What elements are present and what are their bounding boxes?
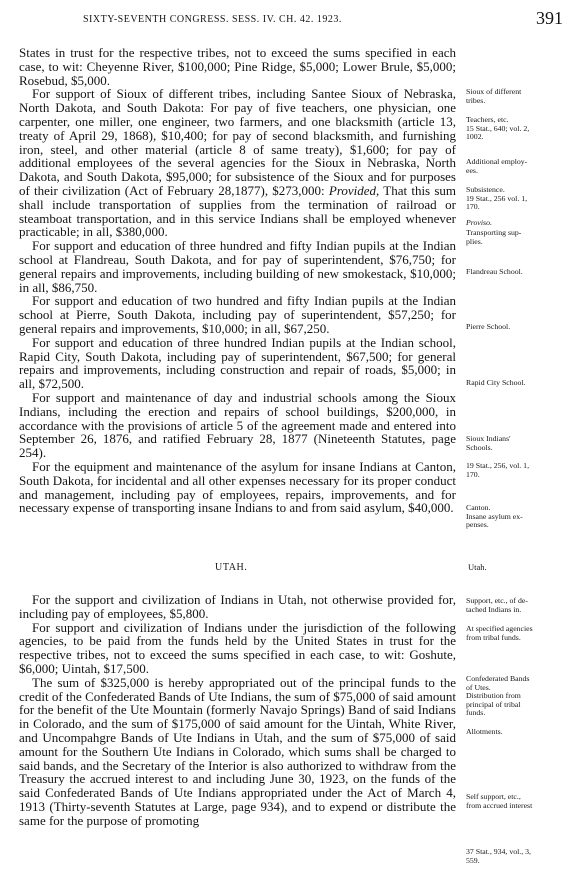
main-text-bottom bbox=[19, 593, 456, 828]
margin-note: Support, etc., of de- tached Indians in. bbox=[466, 596, 528, 614]
margin-note: Confederated Bands of Utes. Distribution from principal of tribal funds. bbox=[466, 674, 530, 718]
paragraph-pine-ridge: States in trust for the respective tribes, not to exceed the sums specified in each case, to wit: Cheyenne River, $100,000; Pine Ridge, $5,000; Lower Brule, $5,000; Rosebud, $5,000. bbox=[19, 45, 456, 88]
section-heading-utah bbox=[0, 562, 570, 576]
paragraph-utah-agencies: For support and civilization of Indians under the jurisdiction of the following agencies, to be paid from the funds held by the United States in trust for the respective tribes, not to exceed the sums specified in each case, to wit: Goshute, $6,000; Uintah, $17,500. bbox=[19, 619, 456, 676]
paragraph-pierre: For support and education of two hundred and fifty Indian pupils at the Indian school at Pierre, South Dakota, including pay of superintendent, $57,250; for general repairs and improvements, $10,000; in all, $67,250. bbox=[19, 293, 456, 336]
margin-note: Rapid City School. bbox=[466, 378, 526, 387]
margin-note: Sioux of different tribes. bbox=[466, 87, 522, 105]
paragraph-sioux-text: For support of Sioux of different tribes, including Santee Sioux of Nebraska, North Dakota, and South Dakota: For pay of five teachers, one physician, one carpenter, one miller, one engineer, two farmers, and one blacksmith (article 13, treaty of April 29, 1868), $10,400; for pay of second blacksmith, and furnishing iron, steel, and other material (article 8 of same treaty), $1,600; for pay of additional employees of the several agencies for the Sioux in Nebraska, North Dakota, and South Dakota, $95,000; for subsistence of the Sioux and for purposes of their civilization (Act of February 28,1877), $273,000: bbox=[19, 86, 456, 198]
margin-note: Proviso. bbox=[466, 218, 492, 227]
page-number: 391 bbox=[536, 8, 563, 28]
running-head: SIXTY-SEVENTH CONGRESS. SESS. IV. CH. 42. 1923. bbox=[83, 14, 342, 25]
paragraph-ute-bands: The sum of $325,000 is hereby appropriated out of the principal funds to the credit of the Confederated Bands of Ute Indians, the sum of $75,000 of said amount for the benefit of the Ute Mountain (formerly Navajo Springs) Band of said Indians in Colorado, and the sum of $175,000 of said amount for the Uintah, White River, and Uncompahgre Bands of Ute Indians in Utah, and the sum of $75,000 of said amount for the Southern Ute Indians in Colorado, which sums shall be charged to said bands, and the Secretary of the Interior is also authorized to withdraw from the Treasury the accrued interest to and including June 30, 1923, on the funds of the said Confederated Bands of Ute Indians appropriated under the Act of March 4, 1913 (Thirty-seventh Statutes at Large, page 934), and to expend or distribute the same for the purpose of promoting bbox=[19, 674, 456, 828]
margin-note: Canton. Insane asylum ex- penses. bbox=[466, 503, 523, 530]
paragraph-rapid-city: For support and education of three hundred Indian pupils at the Indian school, Rapid City, South Dakota, including pay of superintendent, $67,500; for general repairs and improvements, including construction and repair of roads, $5,000; in all, $72,500. bbox=[19, 334, 456, 392]
margin-note: Subsistence. 19 Stat., 256 vol. 1, 170. bbox=[466, 185, 528, 212]
paragraph-canton: For the equipment and maintenance of the asylum for insane Indians at Canton, South Dakota, for incidental and all other expenses necessary for its proper conduct and management, including pay of employees, repairs, improvements, and for necessary expense of transporting insane Indians to and from said asylum, $40,000. bbox=[19, 458, 456, 516]
margin-note: Additional employ- ees. bbox=[466, 157, 528, 175]
paragraph-sioux-proviso: That this sum shall include transportation of supplies from the termination of railroad or steamboat transportation, and in this service Indians shall be employed whenever practicable; in all, $380,000. bbox=[19, 182, 456, 240]
margin-note: At specified agencies from tribal funds. bbox=[466, 624, 533, 642]
margin-note: Pierre School. bbox=[466, 322, 511, 331]
margin-note: 19 Stat., 256, vol. 1, 170. bbox=[466, 461, 530, 479]
margin-note: Teachers, etc. 15 Stat., 640; vol. 2, 1002. bbox=[466, 115, 530, 142]
paragraph-flandreau: For support and education of three hundred and fifty Indian pupils at the Indian school at Flandreau, South Dakota, and for pay of superintendent, $76,750; for general repairs and improvements, including building of new smokestack, $10,000; in all, $86,750. bbox=[19, 238, 456, 295]
margin-note: Flandreau School. bbox=[466, 267, 523, 276]
margin-note: 37 Stat., 934, vol., 3, 559. bbox=[466, 847, 531, 865]
section-title: UTAH. bbox=[215, 562, 248, 573]
paragraph-utah-support: For the support and civilization of Indians in Utah, not otherwise provided for, including pay of employees, $5,800. bbox=[19, 592, 456, 621]
paragraph-sioux-schools: For support and maintenance of day and industrial schools among the Sioux Indians, including the erection and repairs of school buildings, $200,000, in accordance with the provisions of article 5 of the agreement made and entered into September 26, 1876, and ratified February 28, 1877 (Nineteenth Statutes, page 254). bbox=[19, 389, 456, 461]
page-header bbox=[13, 8, 563, 32]
proviso-word: Provided, bbox=[328, 182, 380, 198]
paragraph-sioux-tribes bbox=[19, 87, 456, 239]
margin-note: Self support, etc., from accrued interest bbox=[466, 792, 533, 810]
margin-note: Allotments. bbox=[466, 727, 503, 736]
margin-note: Sioux Indians' Schools. bbox=[466, 434, 511, 452]
section-side-note: Utah. bbox=[468, 562, 487, 572]
margin-note: Transporting sup- plies. bbox=[466, 228, 522, 246]
main-text-top bbox=[19, 46, 456, 515]
